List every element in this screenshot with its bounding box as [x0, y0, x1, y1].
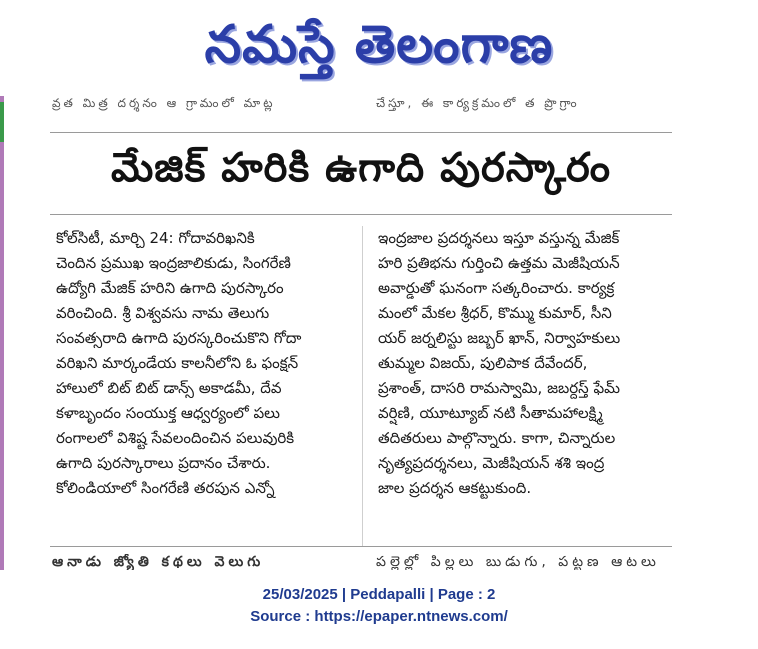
top-cut-text-left: వ్రత మిత్ర దర్శనం ఆ గ్రామంలో మాట్ల	[52, 96, 276, 110]
article-text-line: వర్షిణి, యూట్యూబ్ నటి సీతామహాలక్ష్మి	[378, 404, 603, 422]
article-text-line: రంగాలలో విశిష్ట సేవలందించిన పలువురికి	[56, 429, 295, 447]
article-text-line: మంలో మేకల శ్రీధర్, కొమ్ము కుమార్, సీని	[378, 304, 612, 322]
article-text-line: అవార్డుతో ఘనంగా సత్కరించారు. కార్యక్ర	[378, 279, 615, 297]
article-text-line: హరి ప్రతిభను గుర్తించి ఉత్తమ మెజీషియన్	[378, 254, 620, 272]
left-margin-rule	[0, 96, 4, 570]
article-clipping	[0, 96, 758, 570]
top-cut-text-right: చేస్తూ, ఈ కార్యక్రమంలో త ప్రొగ్రాం	[376, 96, 580, 110]
article-text-line: తదితరులు పాల్గొన్నారు. కాగా, చిన్నారుల	[378, 429, 616, 447]
article-text-line: కోల్‌సిటీ, మార్చి 24: గోదావరిఖనికి	[56, 229, 255, 247]
article-text-line: జాల ప్రదర్శన ఆకట్టుకుంది.	[378, 479, 532, 497]
article-text-line: వరిఖని మార్కండేయ కాలనీలోని ఓ ఫంక్షన్	[56, 354, 299, 372]
article-column-left	[56, 226, 351, 501]
left-margin-accent	[0, 102, 4, 142]
masthead	[0, 0, 758, 90]
edition-date-page: 25/03/2025 | Peddapalli | Page : 2	[262, 586, 496, 603]
source-url: Source : https://epaper.ntnews.com/	[250, 608, 508, 625]
article-text-line: యర్ జర్నలిస్టు జబ్బర్ ఖాన్, నిర్వాహకులు	[378, 329, 621, 347]
article-text-line: ఉగాది పురస్కారాలు ప్రదానం చేశారు.	[56, 454, 271, 472]
article-text-line: ఉద్యోగి మేజిక్ హరిని ఉగాది పురస్కారం	[56, 279, 284, 297]
newspaper-logo-title: నమస్తే తెలంగాణ	[204, 14, 554, 75]
article-column-right	[378, 226, 673, 501]
article-text-line: సంవత్సరాది ఉగాది పురస్కరించుకొని గోదా	[56, 329, 302, 347]
next-article-cut-right: పల్లెల్లో పిల్లలు బుడుగు, పట్టణ ఆటలు	[376, 554, 660, 570]
article-text-line: కోలిండియాలో సింగరేణి తరపున ఎన్నో	[56, 479, 275, 497]
next-article-cut-left: ఆనాడు జ్యోతి కథలు వెలుగు	[52, 554, 265, 570]
headline-bottom-rule	[50, 214, 672, 215]
article-text-line: నృత్యప్రదర్శనలు, మెజీషియన్ శశి ఇంద్ర	[378, 454, 605, 472]
article-text-line: హాలులో బిట్ బిట్ డాన్స్ అకాడమీ, దేవ	[56, 379, 282, 397]
column-divider	[362, 226, 363, 546]
article-text-line: కళాబృందం సంయుక్త ఆధ్వర్యంలో పలు	[56, 404, 280, 422]
article-text-line: తుమ్మల విజయ్, పులిపాక దేవేందర్,	[378, 354, 588, 372]
article-text-line: చెందిన ప్రముఖ ఇంద్రజాలికుడు, సింగరేణి	[56, 254, 291, 272]
article-text-line: ఇంద్రజాల ప్రదర్శనలు ఇస్తూ వస్తున్న మేజిక్	[378, 229, 620, 247]
article-bottom-rule	[50, 546, 672, 547]
article-headline: మేజిక్ హరికి ఉగాది పురస్కారం	[110, 145, 612, 191]
article-text-line: వరించింది. శ్రీ విశ్వవసు నామ తెలుగు	[56, 304, 270, 322]
source-footer	[0, 584, 758, 628]
article-text-line: ప్రశాంత్, దాసరి రామస్వామి, జబర్దస్త్ ఫేమ్	[378, 379, 621, 397]
headline-top-rule	[50, 132, 672, 133]
